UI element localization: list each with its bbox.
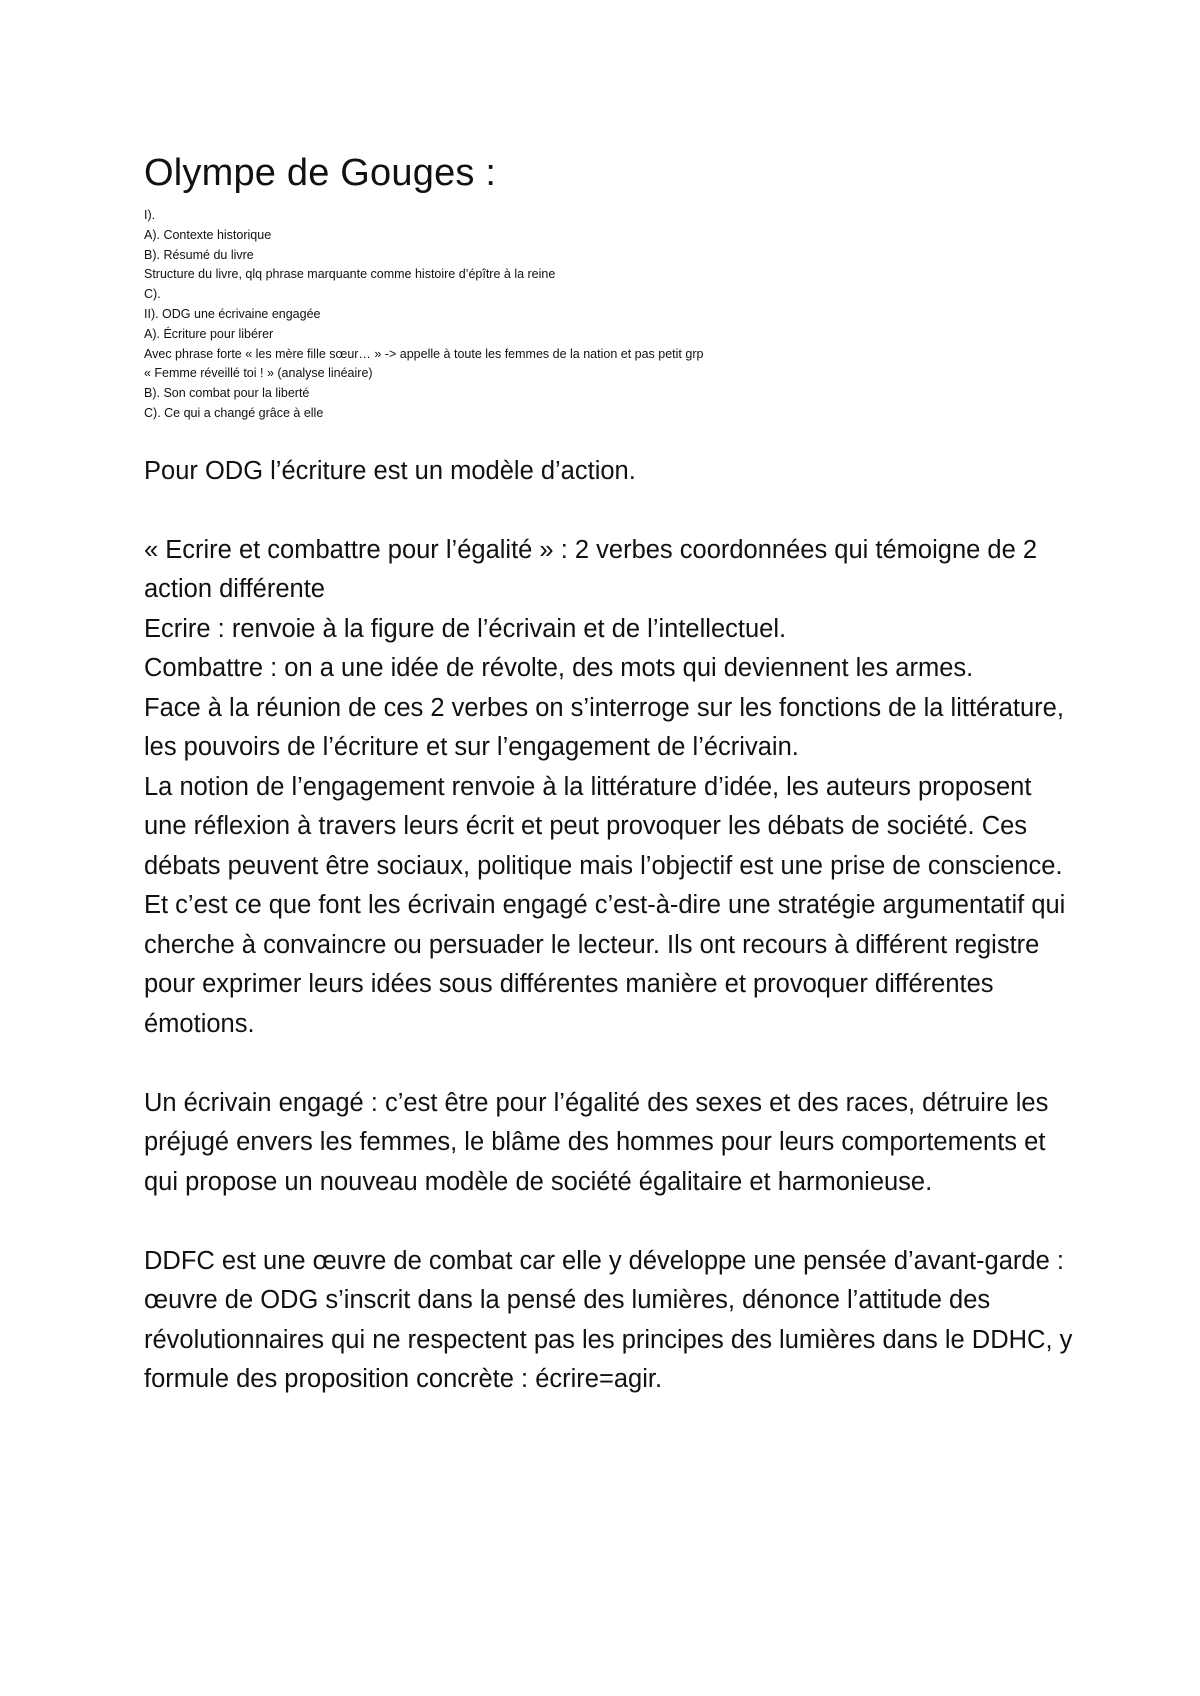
paragraph-ddfc: DDFC est une œuvre de combat car elle y développe une pensée d’avant-garde : œuvre de ODG s’inscrit dans la pensé des lumières, dénonce l’attitude des révolutionnaires qui ne respectent pas les principes des lumières dans le DDHC, y formule des proposition concrète : écrire=agir. [144, 1246, 1073, 1394]
paragraph-combattre: Combattre : on a une idée de révolte, des mots qui deviennent les armes. [144, 654, 974, 683]
outline-item: I). [144, 208, 156, 222]
outline-item: B). Résumé du livre [144, 247, 254, 262]
paragraph-ecrivain-engage: Un écrivain engagé : c’est être pour l’égalité des sexes et des races, détruire les préjugé envers les femmes, le blâme des hommes pour leurs comportements et qui propose un nouveau modèle de société égalitaire et harmonieuse. [144, 1088, 1049, 1196]
outline-item: B). Son combat pour la liberté [144, 386, 310, 401]
paragraph-spacer [144, 1044, 1074, 1084]
document-page [144, 150, 1074, 1400]
outline-item: A). Contexte historique [144, 227, 272, 242]
paragraph-spacer [144, 1202, 1074, 1242]
paragraph-engagement: La notion de l’engagement renvoie à la littérature d’idée, les auteurs proposent une réflexion à travers leurs écrit et peut provoquer les débats de société. Ces débats peuvent être sociaux, politique mais l’objectif est une prise de conscience. Et c’est ce que font les écrivain engagé c’est-à-dire une stratégie argumentatif qui cherche à convaincre ou persuader le lecteur. Ils ont recours à différent registre pour exprimer leurs idées sous différentes manière et provoquer différentes émotions. [144, 772, 1066, 1038]
paragraph-reunion: Face à la réunion de ces 2 verbes on s’interroge sur les fonctions de la littérature, les pouvoirs de l’écriture et sur l’engagement de l’écrivain. [144, 693, 1064, 762]
document-title: Olympe de Gouges : [144, 152, 497, 194]
outline-item: « Femme réveillé toi ! » (analyse linéaire) [144, 366, 373, 381]
outline-item: A). Écriture pour libérer [144, 326, 274, 341]
body-text [144, 452, 1074, 1400]
paragraph-spacer [144, 491, 1074, 531]
paragraph-intro: Pour ODG l’écriture est un modèle d’action. [144, 456, 636, 485]
outline-item: Structure du livre, qlq phrase marquante comme histoire d’épître à la reine [144, 267, 556, 282]
paragraph-ecrire: Ecrire : renvoie à la figure de l’écrivain et de l’intellectuel. [144, 614, 787, 643]
outline-item: C). [144, 287, 161, 302]
outline-item: II). ODG une écrivaine engagée [144, 306, 321, 321]
outline-list [144, 206, 1074, 424]
outline-item: C). Ce qui a changé grâce à elle [144, 405, 324, 420]
outline-item: Avec phrase forte « les mère fille sœur… » -> appelle à toute les femmes de la nation et pas petit grp [144, 346, 704, 361]
paragraph-verbs: « Ecrire et combattre pour l’égalité » : 2 verbes coordonnées qui témoigne de 2 action différente [144, 535, 1038, 604]
